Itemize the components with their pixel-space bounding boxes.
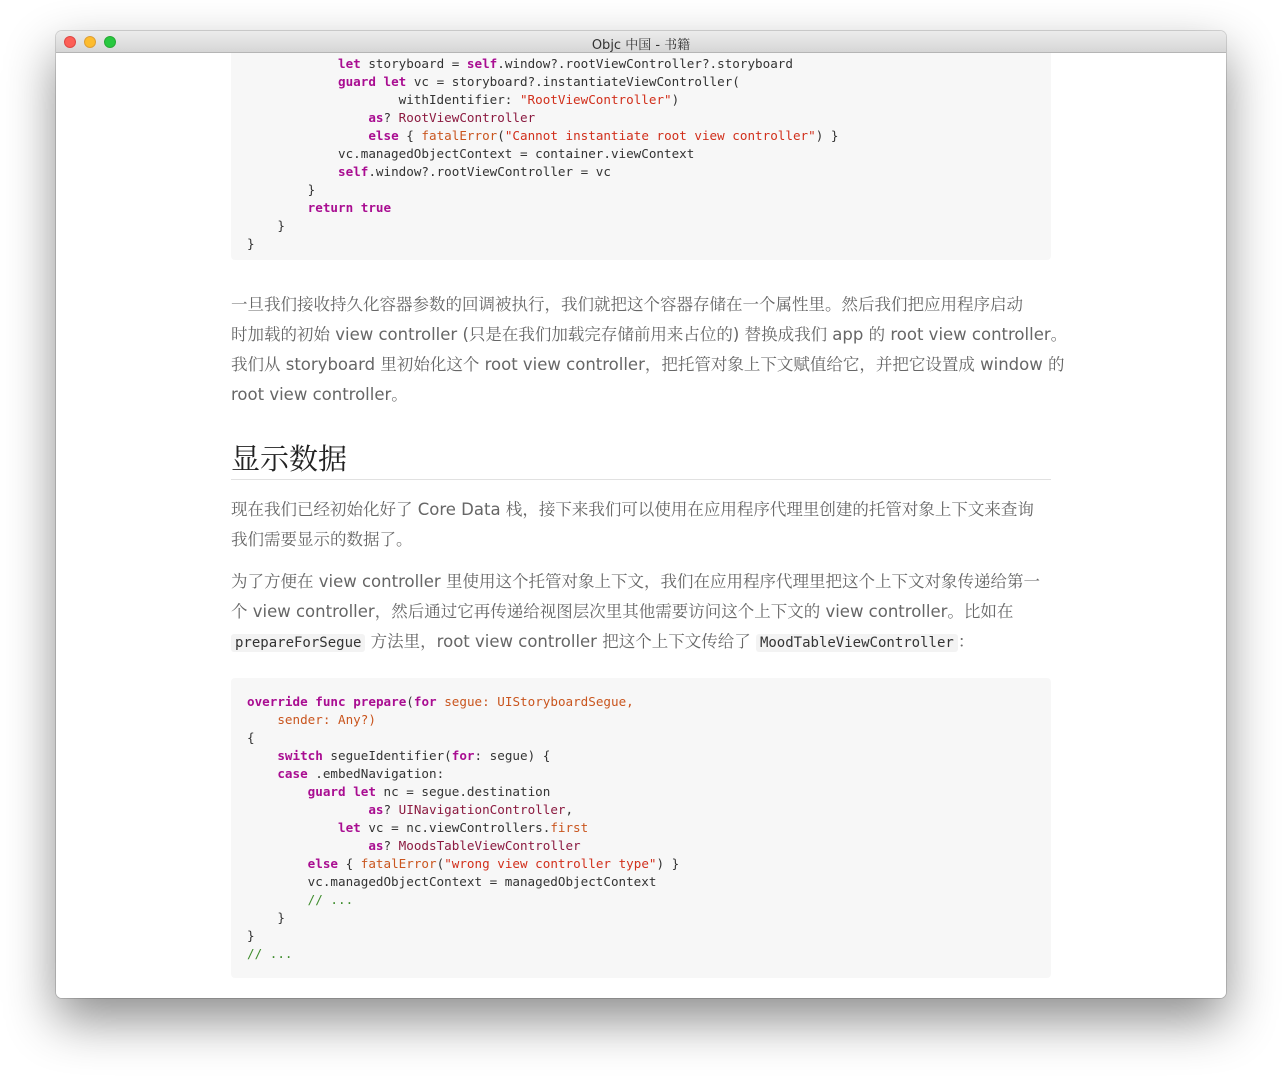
- code-token: {: [247, 730, 255, 745]
- code-token: self: [466, 56, 498, 71]
- code-line: [247, 801, 573, 819]
- code-token: (: [406, 694, 414, 709]
- code-token: [247, 200, 308, 215]
- code-token: else: [368, 128, 399, 143]
- paragraph-persistent-container: [231, 290, 1068, 410]
- code-token: override: [247, 694, 308, 709]
- code-line: [247, 945, 293, 963]
- paragraph-line: 我们需要显示的数据了。: [231, 530, 413, 549]
- code-token: [247, 766, 277, 781]
- code-token: [247, 892, 308, 907]
- code-token: else: [307, 856, 339, 871]
- code-token: }: [247, 218, 285, 233]
- code-token: for: [451, 748, 475, 763]
- paragraph-line: 我们从 storyboard 里初始化这个 root view controller，把托管对象上下文赋值给它，并把它设置成 window 的: [231, 355, 1065, 374]
- code-line: [247, 693, 634, 711]
- code-token: sender: Any?): [247, 712, 376, 727]
- app-window: [56, 31, 1226, 998]
- code-token: ?: [383, 802, 399, 817]
- code-token: }: [247, 928, 255, 943]
- code-token: {: [398, 128, 422, 143]
- code-token: // ...: [247, 946, 293, 961]
- code-token: vc.managedObjectContext = container.viewContext: [247, 146, 695, 161]
- code-token: return: [307, 200, 354, 215]
- code-token: (: [436, 856, 445, 871]
- code-token: fatalError: [421, 128, 498, 143]
- code-line: [247, 747, 550, 765]
- code-line: [247, 873, 656, 891]
- code-token: "RootViewController": [519, 92, 672, 107]
- code-token: vc.managedObjectContext = managedObjectContext: [247, 874, 657, 889]
- paragraph-core-data-stack: [231, 495, 1051, 555]
- code-token: guard: [307, 784, 346, 799]
- code-token: self: [338, 164, 369, 179]
- code-token: [247, 856, 308, 871]
- code-token: vc = storyboard?.instantiateViewController(: [406, 74, 740, 89]
- code-token: {: [338, 856, 361, 871]
- code-token: [247, 74, 338, 89]
- code-line: [247, 217, 285, 235]
- code-token: [247, 128, 368, 143]
- code-token: ,: [565, 802, 574, 817]
- code-token: // ...: [307, 892, 354, 907]
- code-token: }: [247, 910, 285, 925]
- code-token: MoodsTableViewController: [398, 838, 581, 853]
- code-token: as: [368, 802, 384, 817]
- code-line: [247, 837, 581, 855]
- code-token: [247, 164, 338, 179]
- code-token: guard: [338, 74, 376, 89]
- code-token: true: [360, 200, 392, 215]
- code-token: as: [368, 110, 384, 125]
- code-token: [247, 802, 368, 817]
- code-token: as: [368, 838, 384, 853]
- code-line: [247, 235, 255, 253]
- code-line: [247, 73, 740, 91]
- code-token: storyboard =: [360, 56, 467, 71]
- code-line: [247, 163, 611, 181]
- section-heading: 显示数据: [231, 439, 1051, 480]
- code-token: }: [247, 236, 255, 251]
- code-line: [247, 729, 255, 747]
- code-line: [247, 765, 444, 783]
- code-token: prepare: [353, 694, 407, 709]
- inline-code-prepare-for-segue: prepareForSegue: [231, 634, 365, 652]
- code-token: "wrong view controller type": [444, 856, 657, 871]
- code-token: let: [338, 56, 361, 71]
- code-line: [247, 855, 679, 873]
- book-content[interactable]: [56, 53, 1226, 998]
- inline-code-mood-table-view-controller: MoodTableViewController: [756, 634, 958, 652]
- paragraph-line: 时加载的初始 view controller (只是在我们加载完存储前用来占位的) 替换成我们 app 的 root view controller。: [231, 325, 1068, 344]
- code-token: .embedNavigation:: [307, 766, 445, 781]
- code-line: [247, 109, 535, 127]
- paragraph-text: ：: [957, 632, 975, 651]
- code-line: [247, 145, 694, 163]
- code-token: [247, 748, 277, 763]
- code-token: "Cannot instantiate root view controller": [504, 128, 816, 143]
- code-token: [247, 838, 368, 853]
- code-token: [247, 820, 338, 835]
- code-token: RootViewController: [398, 110, 536, 125]
- code-token: func: [315, 694, 346, 709]
- paragraph-prepare-for-segue: [231, 567, 1051, 657]
- code-token: segue: UIStoryboardSegue,: [436, 694, 634, 709]
- code-token: segueIdentifier(: [322, 748, 452, 763]
- code-token: (: [497, 128, 505, 143]
- code-line: [247, 927, 255, 945]
- code-token: fatalError: [360, 856, 437, 871]
- code-token: ?: [383, 110, 399, 125]
- code-token: [353, 200, 361, 215]
- code-token: [247, 110, 368, 125]
- code-line: [247, 909, 285, 927]
- code-token: first: [550, 820, 589, 835]
- code-line: [247, 891, 353, 909]
- paragraph-line: root view controller。: [231, 385, 408, 404]
- paragraph-line-with-code: [231, 627, 974, 658]
- code-token: ?: [383, 838, 399, 853]
- paragraph-line: 现在我们已经初始化好了 Core Data 栈，接下来我们可以使用在应用程序代理里创建的托管对象上下文来查询: [231, 500, 1034, 519]
- code-line: [247, 819, 588, 837]
- paragraph-line: 个 view controller，然后通过它再传递给视图层次里其他需要访问这个上下文的 view controller。比如在: [231, 602, 1014, 621]
- code-token: ) }: [815, 128, 839, 143]
- paragraph-line: 为了方便在 view controller 里使用这个托管对象上下文，我们在应用程序代理里把这个上下文对象传递给第一: [231, 572, 1040, 591]
- code-token: case: [277, 766, 308, 781]
- paragraph-text: 方法里，root view controller 把这个上下文传给了: [365, 632, 756, 651]
- code-token: [247, 56, 338, 71]
- code-token: let: [383, 74, 407, 89]
- code-token: : segue) {: [474, 748, 551, 763]
- code-token: let: [353, 784, 376, 799]
- code-token: let: [338, 820, 361, 835]
- code-line: [247, 55, 793, 73]
- code-token: }: [247, 182, 316, 197]
- code-token: nc = segue.destination: [375, 784, 551, 799]
- code-block-app-delegate: [231, 53, 1051, 260]
- code-line: [247, 91, 679, 109]
- code-token: ): [671, 92, 680, 107]
- code-token: for: [413, 694, 437, 709]
- code-line: [247, 711, 376, 729]
- code-token: UINavigationController: [398, 802, 566, 817]
- code-token: [247, 784, 308, 799]
- code-token: vc = nc.viewControllers.: [360, 820, 551, 835]
- code-token: .window?.rootViewController = vc: [368, 164, 611, 179]
- code-token: switch: [277, 748, 323, 763]
- code-token: ) }: [656, 856, 680, 871]
- title-bar[interactable]: [56, 31, 1226, 53]
- window-title: Objc 中国 - 书籍: [591, 38, 691, 53]
- code-line: [247, 199, 391, 217]
- code-line: [247, 783, 550, 801]
- code-token: .window?.rootViewController?.storyboard: [497, 56, 793, 71]
- code-token: withIdentifier:: [247, 92, 520, 107]
- code-line: [247, 181, 315, 199]
- code-token: [376, 74, 384, 89]
- paragraph-line: 一旦我们接收持久化容器参数的回调被执行，我们就把这个容器存储在一个属性里。然后我们把应用程序启动: [231, 295, 1023, 314]
- code-line: [247, 127, 838, 145]
- code-block-prepare-segue: [231, 678, 1051, 978]
